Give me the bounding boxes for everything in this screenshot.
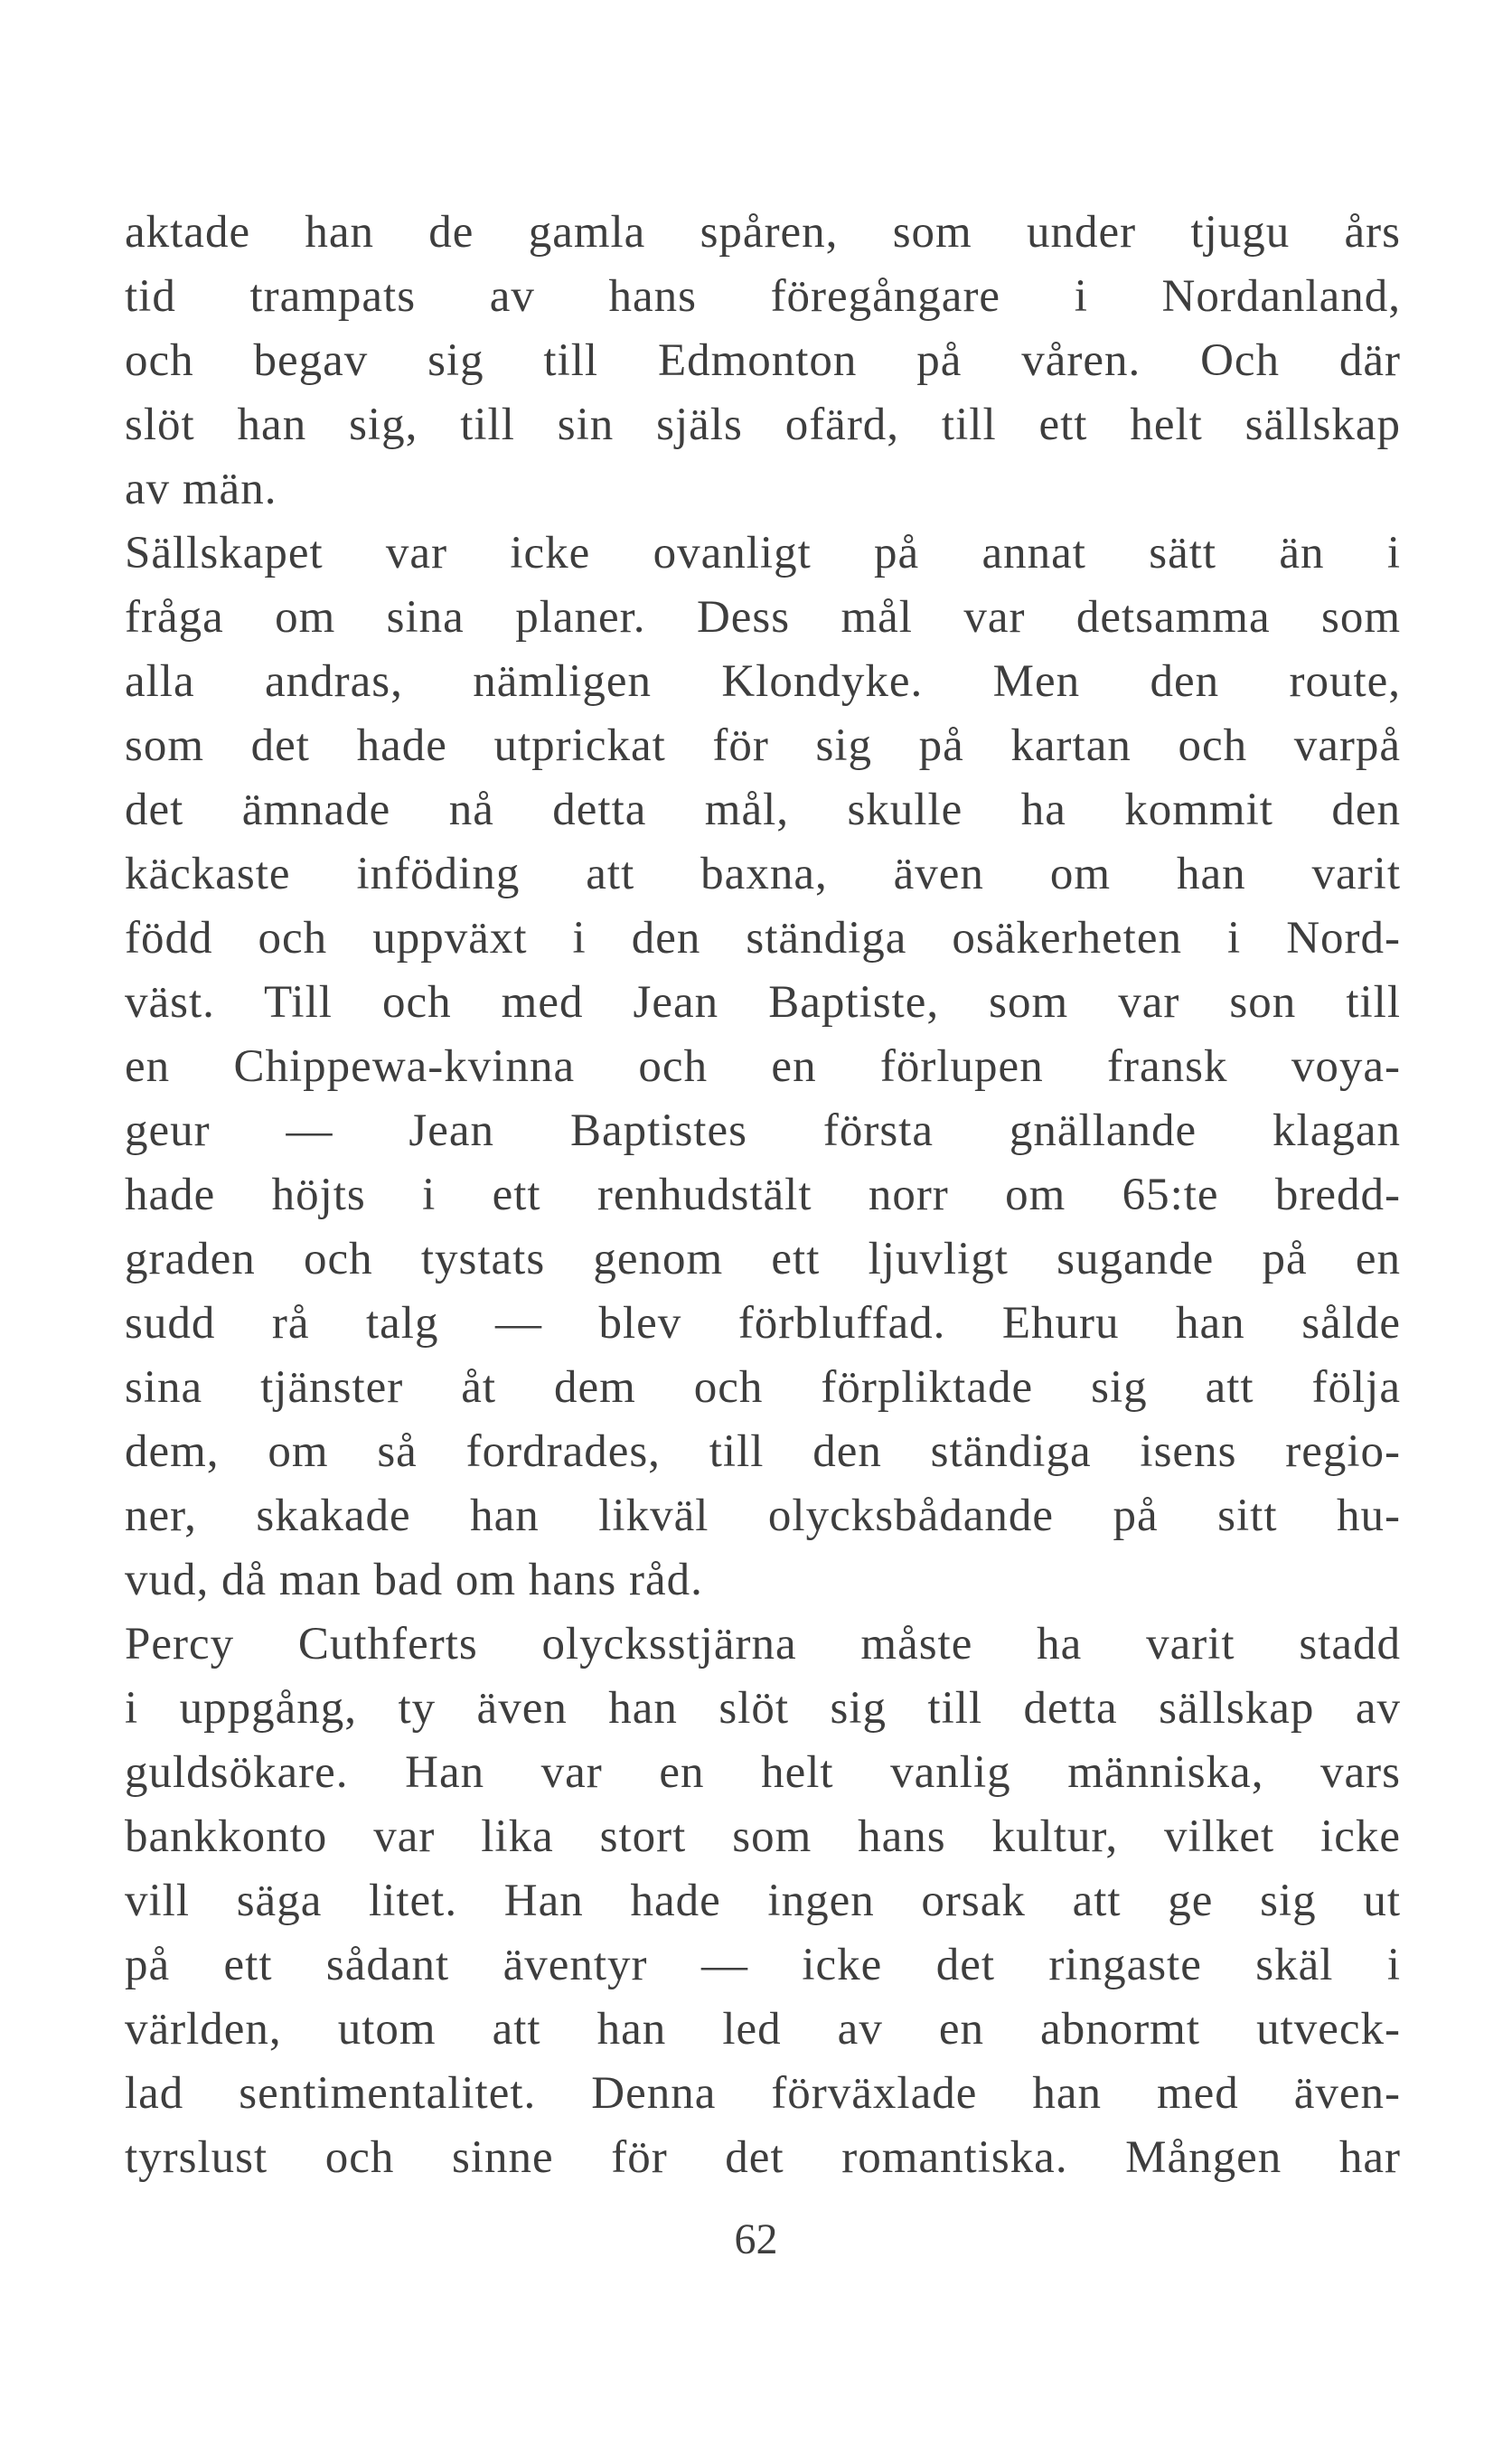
text-line: vill säga litet. Han hade ingen orsak att ge sig ut xyxy=(125,1876,1401,1926)
text-line: slöt han sig, till sin själs ofärd, till ett helt sällskap xyxy=(125,400,1401,450)
text-line: hade höjts i ett renhudstält norr om 65:te bredd- xyxy=(125,1170,1401,1220)
text-line: det ämnade nå detta mål, skulle ha kommit den xyxy=(125,785,1401,835)
body-text xyxy=(125,201,1401,2190)
text-line: av män. xyxy=(125,464,277,514)
text-line: lad sentimentalitet. Denna förväxlade han med även- xyxy=(125,2068,1401,2119)
text-line: dem, om så fordrades, till den ständiga isens regio- xyxy=(125,1426,1401,1477)
text-line: alla andras, nämligen Klondyke. Men den route, xyxy=(125,656,1401,707)
text-line: fråga om sina planer. Dess mål var detsamma som xyxy=(125,592,1401,643)
text-line: Percy Cuthferts olycksstjärna måste ha varit stadd xyxy=(125,1619,1401,1669)
text-line: väst. Till och med Jean Baptiste, som var son till xyxy=(125,977,1401,1028)
text-line: och begav sig till Edmonton på våren. Och där xyxy=(125,335,1401,386)
text-line: på ett sådant äventyr — icke det ringaste skäl i xyxy=(125,1940,1401,1990)
text-line: bankkonto var lika stort som hans kultur, vilket icke xyxy=(125,1811,1401,1862)
text-line: tid trampats av hans föregångare i Nordanland, xyxy=(125,271,1401,322)
text-line: guldsökare. Han var en helt vanlig människa, vars xyxy=(125,1747,1401,1798)
text-line: född och uppväxt i den ständiga osäkerheten i Nord- xyxy=(125,913,1401,964)
text-line: aktade han de gamla spåren, som under tjugu års xyxy=(125,207,1401,258)
text-line: som det hade utprickat för sig på kartan och varpå xyxy=(125,720,1401,771)
text-line: Sällskapet var icke ovanligt på annat sätt än i xyxy=(125,528,1401,578)
text-line: geur — Jean Baptistes första gnällande klagan xyxy=(125,1105,1401,1156)
text-line: sudd rå talg — blev förbluffad. Ehuru han sålde xyxy=(125,1298,1401,1349)
text-line: sina tjänster åt dem och förpliktade sig att följa xyxy=(125,1362,1401,1413)
text-line: världen, utom att han led av en abnormt utveck- xyxy=(125,2004,1401,2055)
text-line: graden och tystats genom ett ljuvligt sugande på en xyxy=(125,1234,1401,1284)
text-line: tyrslust och sinne för det romantiska. Mången har xyxy=(125,2132,1401,2183)
text-line: käckaste inföding att baxna, även om han varit xyxy=(125,849,1401,899)
text-line: i uppgång, ty även han slöt sig till detta sällskap av xyxy=(125,1683,1401,1734)
text-line: ner, skakade han likväl olycksbådande på sitt hu- xyxy=(125,1491,1401,1541)
page-number: 62 xyxy=(734,2215,778,2263)
text-line: vud, då man bad om hans råd. xyxy=(125,1555,703,1605)
text-line: en Chippewa-kvinna och en förlupen fransk voya- xyxy=(125,1041,1401,1092)
